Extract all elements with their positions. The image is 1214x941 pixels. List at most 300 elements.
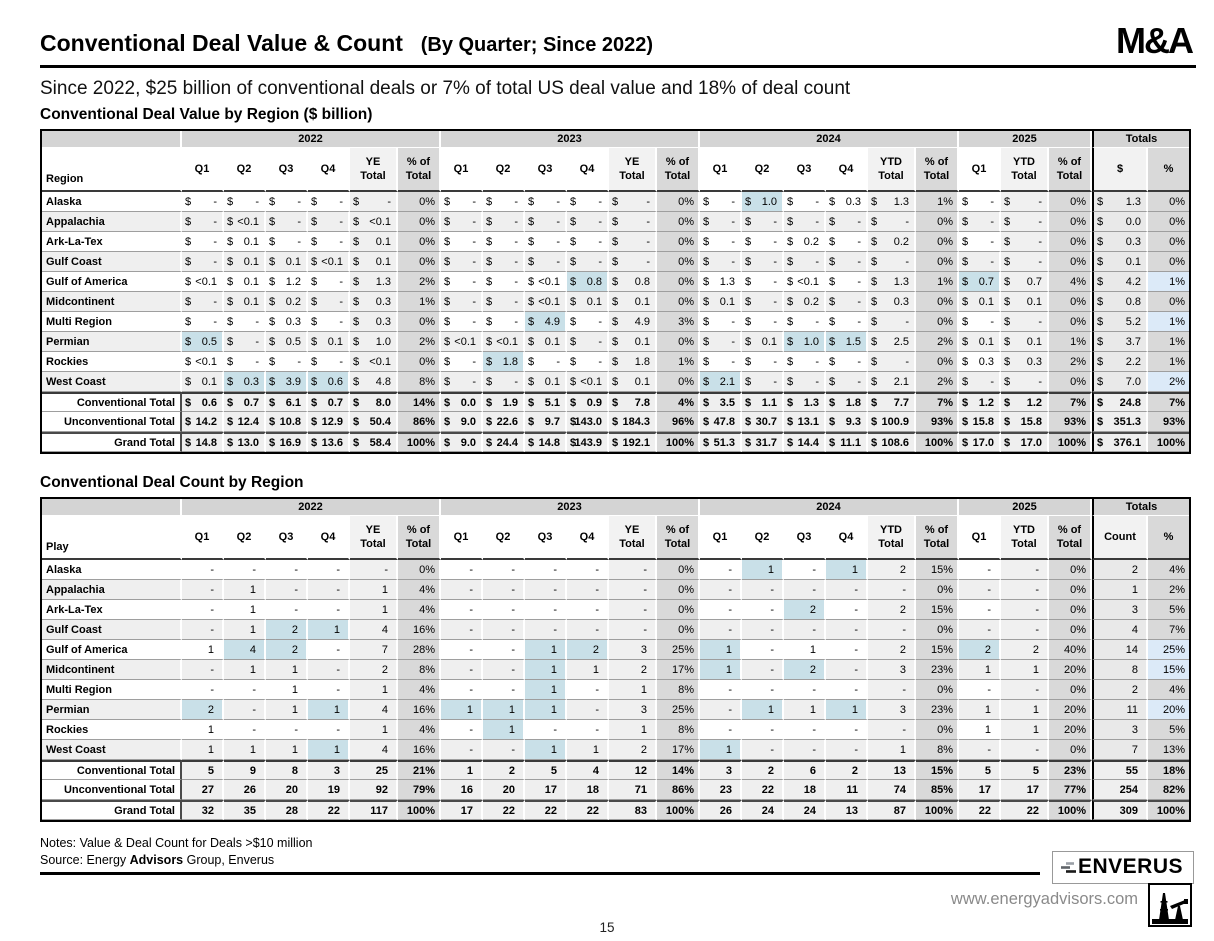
cell: 0%: [1049, 600, 1092, 620]
cell: $ -: [826, 292, 868, 312]
currency-symbol: $: [528, 235, 535, 248]
cell: -: [826, 740, 868, 760]
cell: -: [308, 680, 350, 700]
cell: $ 14.2: [182, 412, 224, 432]
cell: 1: [224, 580, 266, 600]
currency-symbol: $: [962, 295, 969, 308]
cell: 100%: [916, 800, 959, 820]
currency-symbol: $: [745, 195, 752, 208]
cell: 100%: [657, 800, 700, 820]
cell: 1: [224, 600, 266, 620]
currency-symbol: $: [486, 436, 493, 449]
cell: 22: [567, 800, 609, 820]
cell: 0%: [657, 620, 700, 640]
cell: $ 100.9: [868, 412, 916, 432]
cell: $ 0.3: [959, 352, 1001, 372]
currency-symbol: $: [353, 255, 360, 268]
cell: 1: [308, 700, 350, 720]
cell: $ -: [1001, 252, 1049, 272]
cell: 0%: [1049, 372, 1092, 392]
currency-symbol: $: [787, 436, 794, 449]
column-header: YTD Total: [868, 148, 916, 192]
cell: 13: [826, 800, 868, 820]
cell: -: [826, 600, 868, 620]
cell: 4%: [398, 580, 441, 600]
currency-symbol: $: [185, 396, 192, 409]
cell: -: [826, 620, 868, 640]
column-header: Q3: [784, 516, 826, 560]
cell: -: [1001, 620, 1049, 640]
column-header: Q4: [567, 516, 609, 560]
cell: 92: [350, 780, 398, 800]
column-header: YE Total: [350, 516, 398, 560]
cell: 4: [350, 700, 398, 720]
cell: 7: [1092, 740, 1148, 760]
cell: 0%: [1049, 560, 1092, 580]
currency-symbol: $: [353, 396, 360, 409]
row-dimension-header: Region: [42, 148, 182, 192]
cell: $ 9.0: [441, 412, 483, 432]
cell: $ -: [868, 352, 916, 372]
row-label: Permian: [42, 332, 182, 352]
cell: $ 1.2: [959, 392, 1001, 412]
cell: -: [959, 560, 1001, 580]
cell: 25%: [657, 700, 700, 720]
cell: 8: [1092, 660, 1148, 680]
cell: $ -: [483, 212, 525, 232]
currency-symbol: $: [962, 195, 969, 208]
cell: $ 0.3: [868, 292, 916, 312]
ma-logo: M&A: [1116, 20, 1192, 61]
cell: 32: [182, 800, 224, 820]
cell: $ -: [868, 252, 916, 272]
row-label: Rockies: [42, 352, 182, 372]
currency-symbol: $: [444, 415, 451, 428]
cell: 1: [1001, 700, 1049, 720]
year-header: Totals: [1092, 499, 1189, 516]
currency-symbol: $: [185, 215, 192, 228]
currency-symbol: $: [829, 215, 836, 228]
currency-symbol: $: [311, 235, 318, 248]
currency-symbol: $: [528, 315, 535, 328]
cell: 1: [742, 700, 784, 720]
cell: $ <0.1: [567, 372, 609, 392]
column-header: YE Total: [609, 516, 657, 560]
row-label: Gulf Coast: [42, 620, 182, 640]
cell: 2%: [1148, 372, 1189, 392]
cell: -: [609, 560, 657, 580]
currency-symbol: $: [444, 355, 451, 368]
currency-symbol: $: [486, 355, 493, 368]
cell: $ 2.2: [1092, 352, 1148, 372]
year-header: 2024: [700, 131, 959, 148]
table-row: [42, 272, 1189, 292]
table-row: [42, 352, 1189, 372]
currency-symbol: $: [871, 375, 878, 388]
column-header: Q3: [525, 148, 567, 192]
cell: -: [483, 740, 525, 760]
column-header: Q1: [959, 148, 1001, 192]
cell: -: [868, 620, 916, 640]
cell: 100%: [916, 432, 959, 452]
cell: 1: [308, 620, 350, 640]
currency-symbol: $: [528, 375, 535, 388]
cell: -: [441, 620, 483, 640]
cell: $ -: [1001, 212, 1049, 232]
cell: 2: [826, 760, 868, 780]
currency-symbol: $: [1097, 195, 1104, 208]
cell: 3: [1092, 600, 1148, 620]
cell: 100%: [657, 432, 700, 452]
cell: $ 0.1: [224, 252, 266, 272]
currency-symbol: $: [962, 436, 969, 449]
cell: -: [441, 640, 483, 660]
cell: 86%: [657, 780, 700, 800]
cell: 1: [350, 720, 398, 740]
table-row: [42, 560, 1189, 580]
currency-symbol: $: [311, 375, 318, 388]
cell: -: [700, 680, 742, 700]
cell: $ -: [525, 192, 567, 212]
cell: 25%: [1148, 640, 1189, 660]
currency-symbol: $: [353, 275, 360, 288]
currency-symbol: $: [227, 415, 234, 428]
cell: 1: [868, 740, 916, 760]
cell: $ -: [742, 352, 784, 372]
currency-symbol: $: [311, 275, 318, 288]
column-header: Q4: [308, 516, 350, 560]
currency-symbol: $: [703, 235, 710, 248]
cell: $ -: [609, 192, 657, 212]
cell: 4%: [657, 392, 700, 412]
currency-symbol: $: [962, 275, 969, 288]
currency-symbol: $: [1004, 215, 1011, 228]
cell: $ -: [224, 192, 266, 212]
currency-symbol: $: [311, 335, 318, 348]
currency-symbol: $: [871, 355, 878, 368]
cell: 18: [567, 780, 609, 800]
year-header: 2025: [959, 131, 1092, 148]
currency-symbol: $: [871, 295, 878, 308]
cell: -: [567, 680, 609, 700]
cell: 74: [868, 780, 916, 800]
currency-symbol: $: [486, 255, 493, 268]
column-header: YTD Total: [868, 516, 916, 560]
cell: $ 1.3: [700, 272, 742, 292]
column-header: Q2: [742, 148, 784, 192]
cell: -: [567, 580, 609, 600]
currency-symbol: $: [1004, 375, 1011, 388]
cell: -: [525, 620, 567, 640]
cell: 2: [266, 620, 308, 640]
cell: -: [441, 740, 483, 760]
cell: 16%: [398, 700, 441, 720]
cell: 2: [182, 700, 224, 720]
cell: $ -: [567, 332, 609, 352]
currency-symbol: $: [612, 415, 619, 428]
row-label: Gulf Coast: [42, 252, 182, 272]
cell: -: [609, 580, 657, 600]
cell: 1: [483, 720, 525, 740]
cell: $ 7.7: [868, 392, 916, 412]
currency-symbol: $: [703, 295, 710, 308]
currency-symbol: $: [227, 315, 234, 328]
cell: $ 0.1: [224, 232, 266, 252]
currency-symbol: $: [962, 235, 969, 248]
row-label: Rockies: [42, 720, 182, 740]
cell: $ <0.1: [350, 352, 398, 372]
cell: $ 0.5: [182, 332, 224, 352]
currency-symbol: $: [269, 355, 276, 368]
currency-symbol: $: [745, 235, 752, 248]
cell: $ 0.1: [1001, 292, 1049, 312]
cell: $ 0.5: [266, 332, 308, 352]
currency-symbol: $: [353, 355, 360, 368]
cell: 1: [266, 660, 308, 680]
currency-symbol: $: [353, 195, 360, 208]
cell: $ -: [742, 212, 784, 232]
cell: $ 1.0: [784, 332, 826, 352]
cell: $ -: [308, 212, 350, 232]
row-label: Ark-La-Tex: [42, 600, 182, 620]
cell: 40%: [1049, 640, 1092, 660]
cell: $ 0.1: [742, 332, 784, 352]
cell: 1: [742, 560, 784, 580]
page-title: [40, 22, 653, 59]
column-header: Q3: [525, 516, 567, 560]
cell: 11: [826, 780, 868, 800]
currency-symbol: $: [444, 235, 451, 248]
cell: $ -: [567, 192, 609, 212]
cell: $ 0.7: [224, 392, 266, 412]
cell: -: [742, 640, 784, 660]
currency-symbol: $: [444, 396, 451, 409]
currency-symbol: $: [703, 355, 710, 368]
column-header: Q4: [308, 148, 350, 192]
currency-symbol: $: [787, 415, 794, 428]
row-label: Alaska: [42, 192, 182, 212]
cell: 1%: [657, 352, 700, 372]
table-row: [42, 580, 1189, 600]
cell: 25: [350, 760, 398, 780]
cell: $ 13.1: [784, 412, 826, 432]
cell: 28: [266, 800, 308, 820]
currency-symbol: $: [745, 215, 752, 228]
cell: 2%: [398, 272, 441, 292]
cell: $ -: [441, 212, 483, 232]
cell: $ <0.1: [525, 292, 567, 312]
currency-symbol: $: [1097, 436, 1104, 449]
currency-symbol: $: [612, 215, 619, 228]
currency-symbol: $: [1004, 295, 1011, 308]
cell: 0%: [657, 252, 700, 272]
year-header: Totals: [1092, 131, 1189, 148]
cell: 7%: [916, 392, 959, 412]
column-header-row: [42, 148, 1189, 192]
cell: -: [224, 680, 266, 700]
cell: -: [868, 680, 916, 700]
cell: $ -: [700, 312, 742, 332]
cell: 5%: [1148, 600, 1189, 620]
cell: 1: [525, 700, 567, 720]
column-header: YE Total: [350, 148, 398, 192]
cell: $ 1.0: [350, 332, 398, 352]
currency-symbol: $: [269, 315, 276, 328]
title-divider: [40, 65, 1196, 68]
currency-symbol: $: [745, 275, 752, 288]
currency-symbol: $: [353, 215, 360, 228]
cell: -: [224, 560, 266, 580]
row-label: Midcontinent: [42, 292, 182, 312]
cell: $ -: [483, 372, 525, 392]
currency-symbol: $: [787, 295, 794, 308]
cell: $ 9.7: [525, 412, 567, 432]
currency-symbol: $: [612, 255, 619, 268]
cell: $ 1.8: [483, 352, 525, 372]
currency-symbol: $: [486, 295, 493, 308]
cell: 100%: [1049, 432, 1092, 452]
column-header: Q1: [441, 148, 483, 192]
cell: -: [609, 620, 657, 640]
cell: $ 8.0: [350, 392, 398, 412]
cell: -: [483, 640, 525, 660]
currency-symbol: $: [227, 215, 234, 228]
cell: -: [700, 580, 742, 600]
cell: $ -: [350, 192, 398, 212]
cell: $ -: [959, 252, 1001, 272]
cell: -: [609, 600, 657, 620]
currency-symbol: $: [962, 355, 969, 368]
column-header: Q1: [959, 516, 1001, 560]
page-title-suffix: (By Quarter; Since 2022): [420, 34, 654, 56]
cell: $ 3.5: [700, 392, 742, 412]
cell: $ 6.1: [266, 392, 308, 412]
cell: 4%: [398, 600, 441, 620]
cell: $ 4.8: [350, 372, 398, 392]
cell: $ -: [700, 332, 742, 352]
cell: 1: [959, 720, 1001, 740]
currency-symbol: $: [269, 275, 276, 288]
cell: $ 1.3: [1092, 192, 1148, 212]
cell: $ -: [525, 212, 567, 232]
table-row: [42, 600, 1189, 620]
currency-symbol: $: [871, 215, 878, 228]
cell: -: [742, 720, 784, 740]
currency-symbol: $: [185, 335, 192, 348]
cell: $ -: [567, 212, 609, 232]
currency-symbol: $: [871, 195, 878, 208]
cell: 8: [266, 760, 308, 780]
cell: 0%: [398, 352, 441, 372]
currency-symbol: $: [528, 195, 535, 208]
row-label: Appalachia: [42, 580, 182, 600]
currency-symbol: $: [185, 315, 192, 328]
cell: 2: [567, 640, 609, 660]
cell: 26: [700, 800, 742, 820]
cell: $ 14.8: [525, 432, 567, 452]
column-header: Q1: [700, 516, 742, 560]
cell: 1: [441, 760, 483, 780]
cell: 2: [1092, 560, 1148, 580]
cell: $ 1.8: [609, 352, 657, 372]
cell: 18%: [1148, 760, 1189, 780]
currency-symbol: $: [612, 315, 619, 328]
cell: 0%: [657, 560, 700, 580]
cell: 1: [182, 720, 224, 740]
cell: -: [700, 560, 742, 580]
year-header-row: [42, 499, 1189, 516]
cell: -: [308, 600, 350, 620]
cell: $ -: [567, 352, 609, 372]
cell: 0%: [916, 292, 959, 312]
cell: -: [525, 600, 567, 620]
currency-symbol: $: [269, 415, 276, 428]
cell: -: [959, 580, 1001, 600]
currency-symbol: $: [962, 315, 969, 328]
currency-symbol: $: [486, 195, 493, 208]
total-row-label: Grand Total: [42, 432, 182, 452]
cell: $ -: [567, 312, 609, 332]
cell: 100%: [398, 432, 441, 452]
cell: 26: [224, 780, 266, 800]
currency-symbol: $: [269, 215, 276, 228]
cell: 5%: [1148, 720, 1189, 740]
currency-symbol: $: [787, 275, 794, 288]
cell: $ 143.9: [567, 432, 609, 452]
currency-symbol: $: [311, 215, 318, 228]
cell: 5: [525, 760, 567, 780]
cell: 0%: [1049, 252, 1092, 272]
column-header: %: [1148, 148, 1189, 192]
cell: 23: [700, 780, 742, 800]
cell: $ 1.5: [826, 332, 868, 352]
enverus-logo-text: ENVERUS: [1077, 855, 1183, 878]
cell: $ 2.1: [700, 372, 742, 392]
cell: 1: [483, 700, 525, 720]
currency-symbol: $: [1004, 235, 1011, 248]
cell: $ -: [826, 272, 868, 292]
cell: 5: [959, 760, 1001, 780]
table-row: [42, 332, 1189, 352]
currency-symbol: $: [269, 295, 276, 308]
column-header: Q2: [483, 516, 525, 560]
cell: 17%: [657, 660, 700, 680]
cell: $ -: [483, 252, 525, 272]
cell: 9: [224, 760, 266, 780]
cell: 4%: [1148, 680, 1189, 700]
year-header: 2022: [182, 499, 441, 516]
cell: -: [959, 680, 1001, 700]
currency-symbol: $: [486, 396, 493, 409]
cell: -: [441, 660, 483, 680]
cell: -: [742, 620, 784, 640]
currency-symbol: $: [528, 295, 535, 308]
cell: -: [826, 720, 868, 740]
column-header: $: [1092, 148, 1148, 192]
currency-symbol: $: [444, 295, 451, 308]
currency-symbol: $: [353, 295, 360, 308]
cell: $ 0.3: [826, 192, 868, 212]
cell: $ 1.2: [266, 272, 308, 292]
cell: $ -: [868, 212, 916, 232]
column-header: YE Total: [609, 148, 657, 192]
cell: $ -: [1001, 312, 1049, 332]
cell: -: [483, 620, 525, 640]
cell: $ -: [483, 192, 525, 212]
column-header: Q2: [742, 516, 784, 560]
currency-symbol: $: [570, 275, 577, 288]
cell: 1: [308, 740, 350, 760]
